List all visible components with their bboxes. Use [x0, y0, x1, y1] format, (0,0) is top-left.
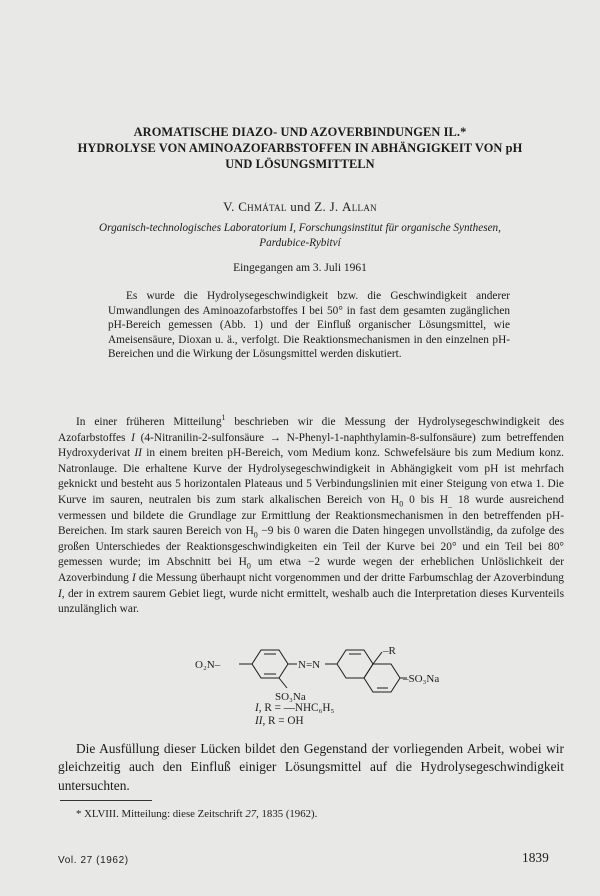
compound-ref: II [134, 447, 142, 460]
reference-1: 1 [221, 413, 226, 423]
volume-number: 27 [245, 808, 257, 820]
substituent: OH [287, 715, 304, 727]
substituent: —NHC₆H₅ [283, 702, 335, 714]
author2-initials: Z. J. [314, 199, 343, 214]
azo-group-label: N=N [298, 659, 321, 671]
text-run: (4-Nitranilin-2-sulfonsäure → N-Phenyl-1-naphthylamin-8-sulfonsäure) zum betreffenden Hydroxyderivat [58, 431, 565, 460]
body-paragraph-1 [58, 415, 564, 618]
text-run: , R = [262, 715, 288, 727]
subscript: 0 [399, 499, 404, 509]
subscript: 0 [253, 530, 258, 540]
abstract: Es wurde die Hydrolysegeschwindigkeit bzw. die Geschwindigkeit anderer Umwandlungen des Aminoazofarbstoffes I bei 50° in fast dem gesamten zugänglichen pH-Bereich gemessen (Abb. 1) und der Einfluß organischer Lösungsmittel, wie Ameisensäure, Dioxan u. ä., verfolgt. Die Reaktionsmechanismen in den einzelnen pH-Bereichen und die Wirkung der Lösungsmittel werden diskutiert. [108, 290, 510, 361]
footnote-divider [60, 800, 152, 801]
article-title [60, 124, 540, 172]
compound-ref: I [58, 587, 62, 600]
text-run: 18 wurde ausreichend vermessen und bildete die Grundlage zur Ermittlung der Reaktionsmechanismen in den betreffenden pH-Bereichen. Im stark sauren Bereich von H [58, 493, 564, 538]
author2-surname: Allan [342, 199, 377, 214]
text-run: beschrieben wir die Messung der Hydrolysegeschwindigkeit des Azofarbstoffes [58, 416, 564, 444]
text-run: in einem breiten pH-Bereich, vom Medium konz. Schwefelsäure bis zum Medium konz. Natronlauge. Die erhaltene Kurve der Hydrolysegeschwindigkeit in Abhängigkeit vom pH ist mehrfach geknickt und besteht aus 5 horizontalen Plateaus und 5 Verbindungslinien mit einer Steigung von etwa 1. Die Kurve im sauren, neutralen bis zum stark alkalischen Bereich von H [58, 447, 564, 506]
compound-label: II [255, 715, 263, 727]
received-date: Eingegangen am 3. Juli 1961 [233, 262, 367, 274]
text-run: um etwa −2 wurde wegen der erheblichen Unlöslichkeit der Azoverbindung [58, 556, 564, 584]
body-paragraph-2: Die Ausfüllung dieser Lücken bildet den Gegenstand der vorliegenden Arbeit, wobei wir gleichzeitig auch den Einfluß einiger Lösungsmittel auf die Hydrolysegeschwindigkeit untersuchten. [58, 741, 564, 793]
r-group-label: –R [383, 645, 396, 657]
compound-definitions [255, 702, 334, 728]
text-run: , R = [258, 702, 284, 714]
text-run: die Messung überhaupt nicht vorgenommen und der dritte Farbumschlag der Azoverbindung [135, 571, 564, 584]
affiliation-line-2: Pardubice-Rybitví [259, 237, 341, 249]
title-line-1: AROMATISCHE DIAZO- UND AZOVERBINDUNGEN IL.* [133, 125, 467, 139]
nitro-group-label: O₂N– [195, 659, 221, 671]
definition-row-1 [255, 702, 334, 715]
azo-dye-structure-diagram [195, 644, 440, 704]
subscript: _ [448, 499, 453, 509]
text-run: In einer früheren Mitteilung [76, 416, 222, 428]
journal-volume: Vol. 27 (1962) [58, 855, 129, 866]
footnote [76, 808, 317, 820]
sulfonate-left-label: SO₃Na [275, 691, 306, 703]
title-line-3: UND LÖSUNGSMITTELN [225, 157, 375, 171]
affiliation-line-1: Organisch-technologisches Laboratorium I, Forschungsinstitut für organische Synthesen, [99, 222, 501, 234]
subscript: 0 [246, 561, 251, 571]
compound-ref: I [131, 571, 136, 584]
sulfonate-right-label: –SO₃Na [403, 673, 440, 685]
text-run: 0 bis H [403, 493, 449, 506]
author1-surname: Chmátal [238, 199, 287, 214]
text-run: −9 bis 0 waren die Daten hingegen unvollständig, da zufolge des großen Unterschiedes der Reaktionsgeschwindigkeiten ein Teil der Kurve bei 20° und ein Teil bei 80° gemessen wurde; im Abschnitt bei H [58, 525, 564, 569]
title-line-2: HYDROLYSE VON AMINOAZOFARBSTOFFEN IN ABHÄNGIGKEIT VON pH [77, 141, 523, 155]
text-run: , 1835 (1962). [256, 808, 318, 820]
text-run: * XLVIII. Mitteilung: diese Zeitschrift [76, 808, 246, 820]
text-run: , der in extrem saurem Gebiet liegt, wurde nicht ermittelt, weshalb auch die Interpretation dieses Kurventeils unzulänglich war. [58, 587, 564, 616]
definition-row-2 [255, 715, 334, 728]
page-number: 1839 [522, 850, 549, 865]
authors [0, 199, 600, 215]
affiliation [80, 221, 520, 251]
author1-initials: V. [223, 199, 239, 214]
compound-label: I [255, 702, 259, 714]
authors-und: und [286, 199, 315, 214]
compound-ref: I [131, 431, 135, 444]
